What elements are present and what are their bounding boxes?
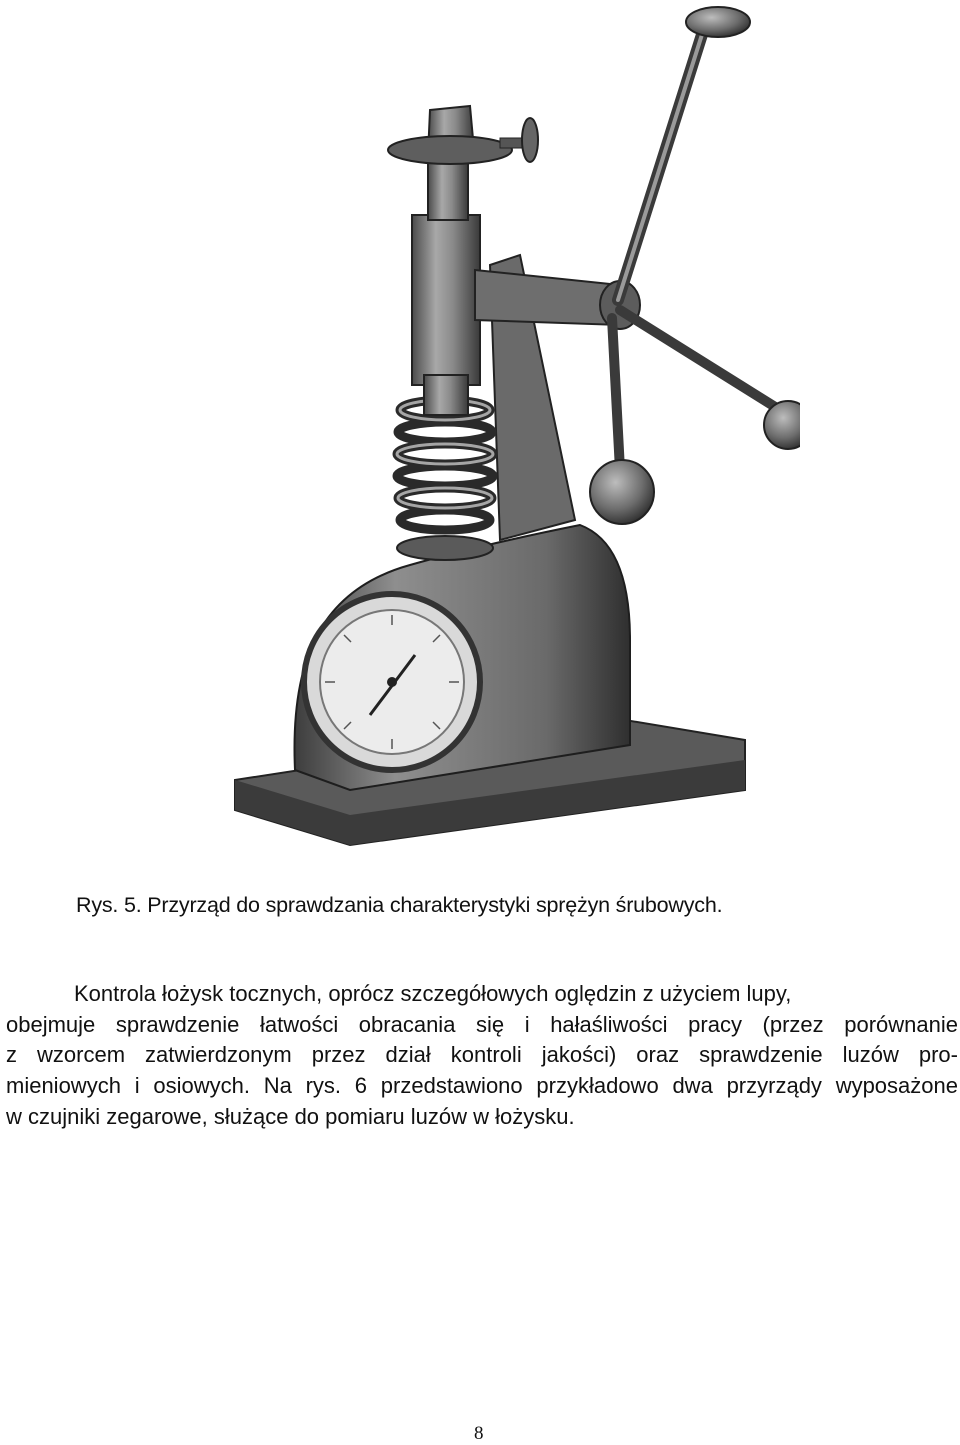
body-paragraph bbox=[6, 979, 958, 1133]
figure-caption: Rys. 5. Przyrząd do sprawdzania charakterystyki sprężyn śrubowych. bbox=[76, 893, 723, 917]
page-number: 8 bbox=[474, 1423, 484, 1444]
paragraph-line: z wzorcem zatwierdzonym przez dział kontroli jakości) oraz sprawdzenie luzów pro- bbox=[6, 1042, 958, 1068]
paragraph-line: mieniowych i osiowych. Na rys. 6 przedstawiono przykładowo dwa przyrządy wyposażone bbox=[6, 1073, 958, 1099]
paragraph-line: w czujniki zegarowe, służące do pomiaru luzów w łożysku. bbox=[6, 1103, 575, 1129]
spring-tester-figure bbox=[200, 0, 800, 870]
paragraph-line: Kontrola łożysk tocznych, oprócz szczegółowych oględzin z użyciem lupy, bbox=[74, 981, 792, 1006]
paragraph-line: obejmuje sprawdzenie łatwości obracania się i hałaśliwości pracy (przez porównanie bbox=[6, 1011, 958, 1037]
